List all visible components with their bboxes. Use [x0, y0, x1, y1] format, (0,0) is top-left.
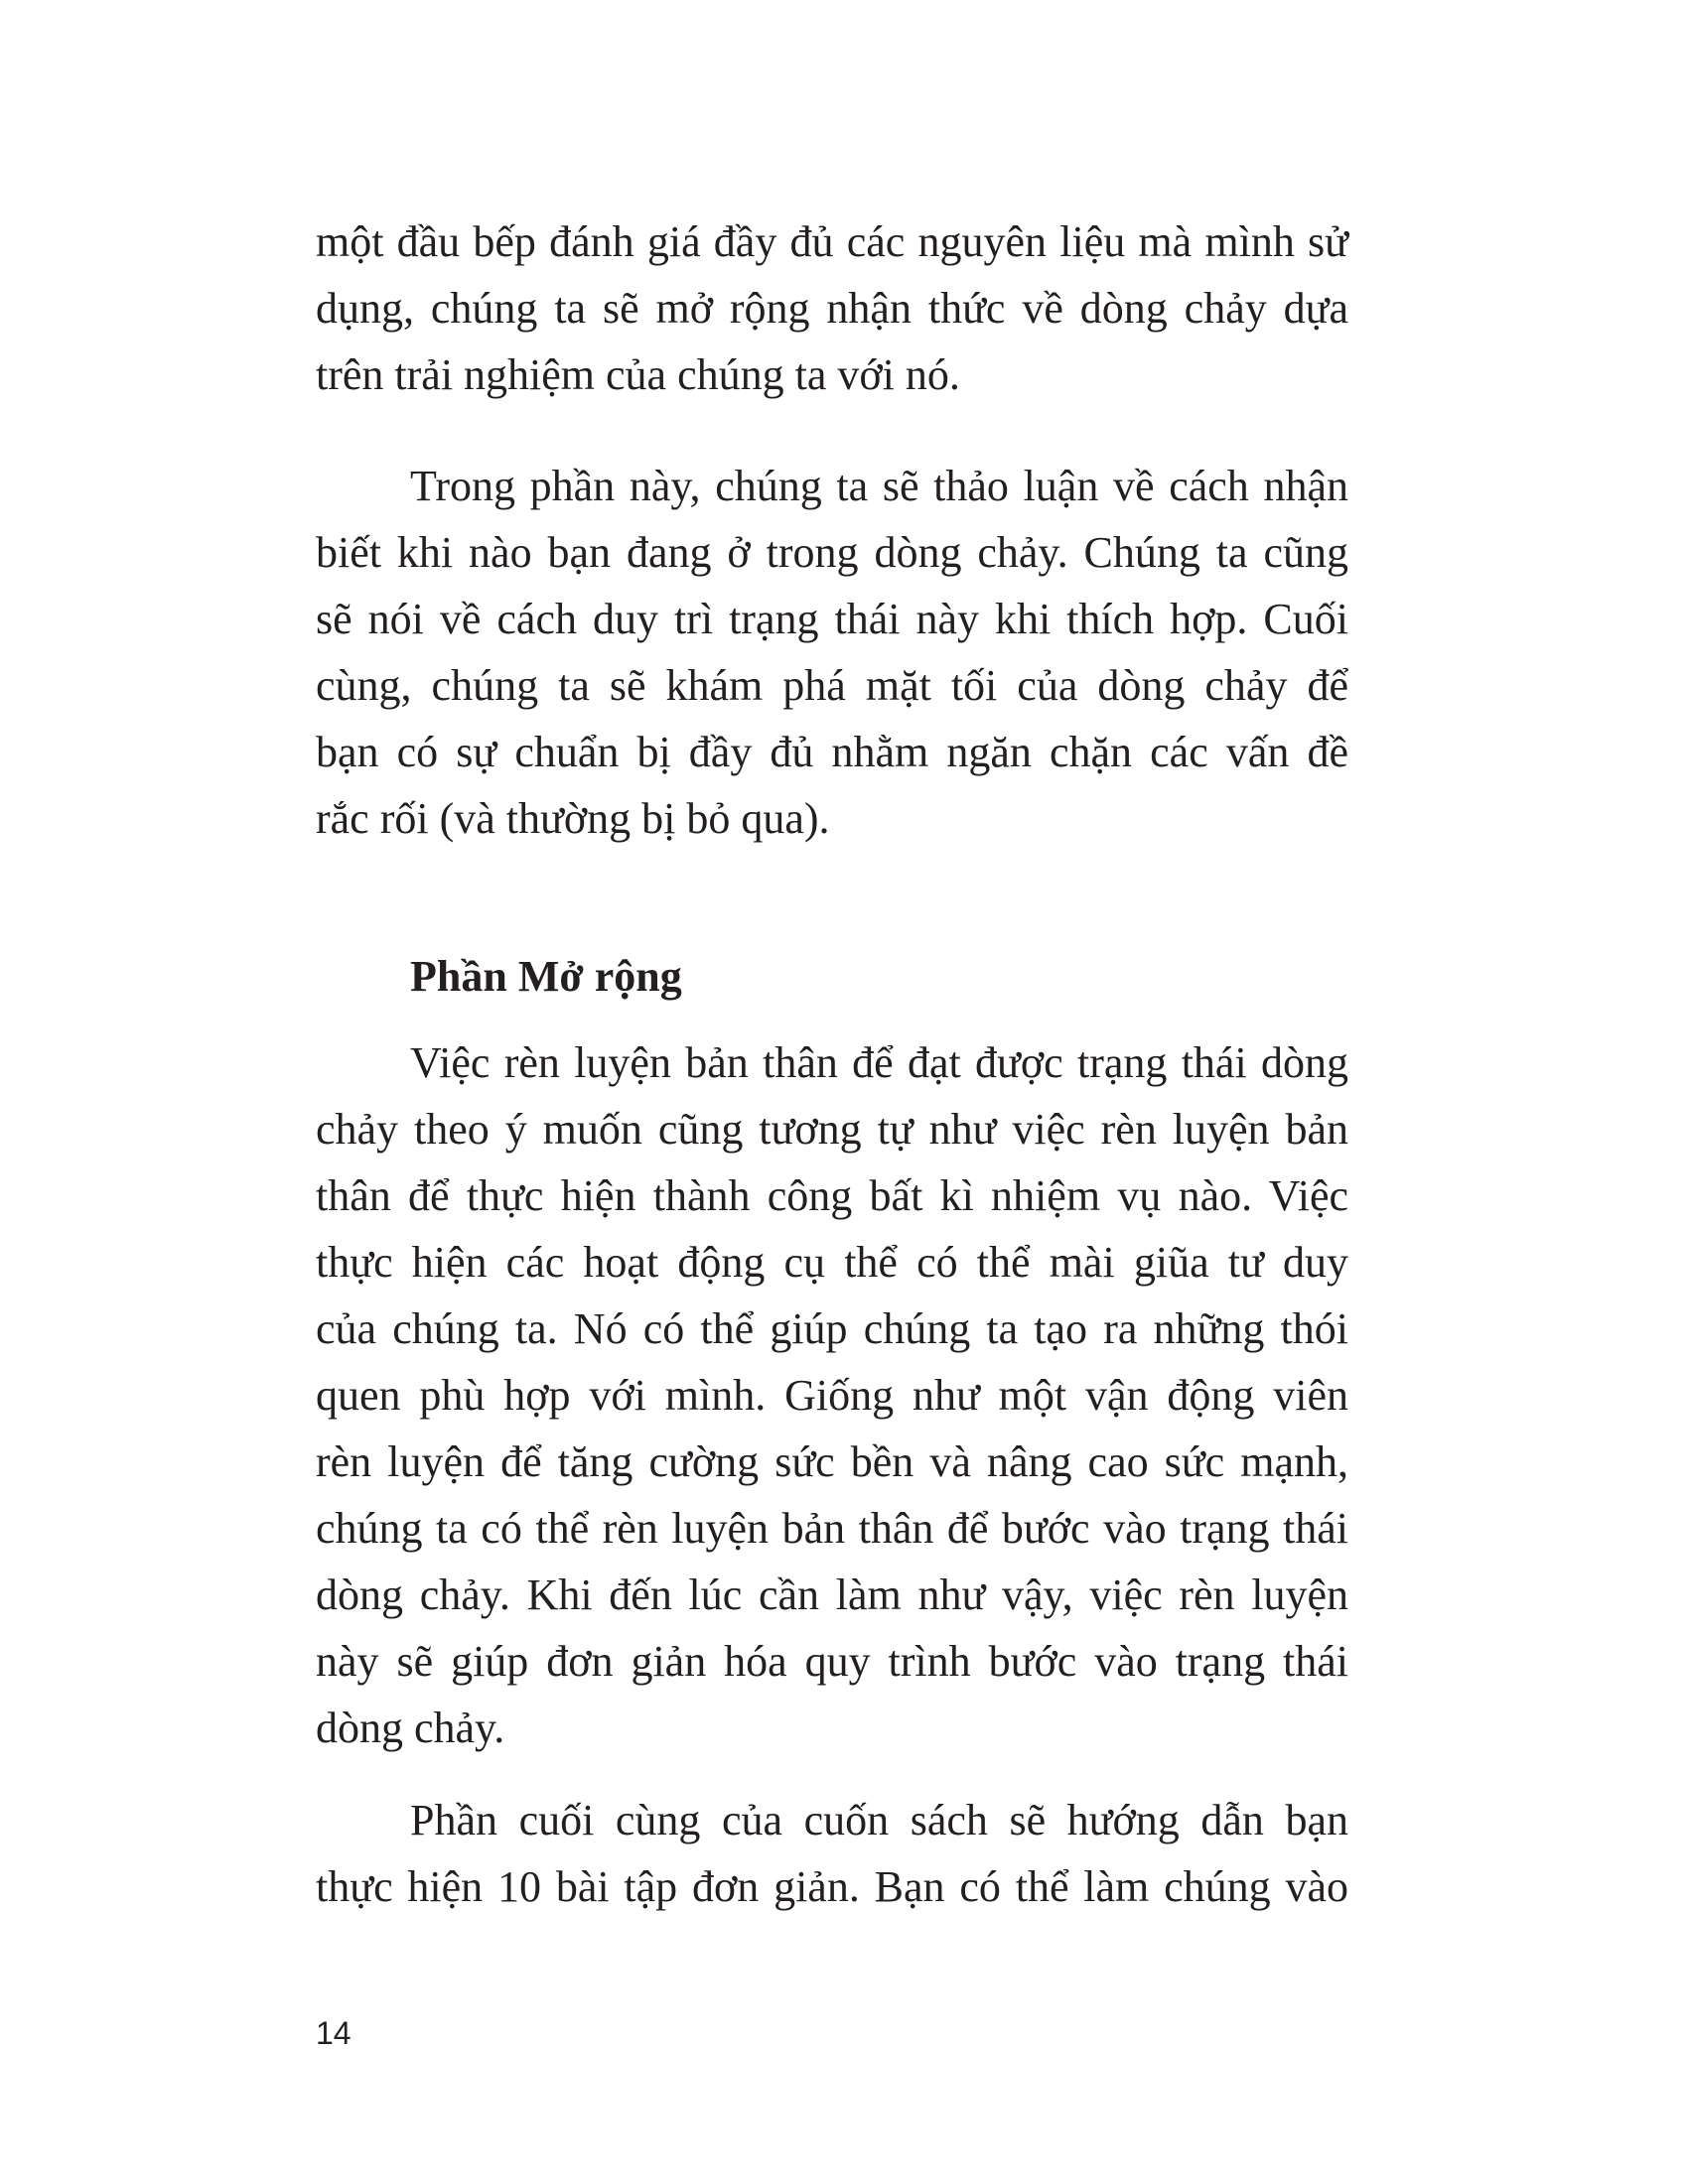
- paragraph-section-overview: [316, 453, 1348, 852]
- paragraph-continuation: [316, 208, 1348, 408]
- text-line: dòng chảy.: [316, 1704, 505, 1752]
- text-line: chúng ta có thể rèn luyện bản thân để bước vào trạng thái: [316, 1504, 1348, 1553]
- text-line: dòng chảy. Khi đến lúc cần làm như vậy, việc rèn luyện: [316, 1570, 1348, 1619]
- page-number: 14: [316, 2015, 352, 2051]
- text-line: thân để thực hiện thành công bất kì nhiệm vụ nào. Việc: [316, 1171, 1348, 1220]
- paragraph-training: [316, 1029, 1348, 1761]
- text-line: Việc rèn luyện bản thân để đạt được trạng thái dòng: [410, 1038, 1348, 1087]
- text-line: một đầu bếp đánh giá đầy đủ các nguyên liệu mà mình sử: [316, 217, 1348, 266]
- paragraph-final-section: [316, 1787, 1348, 1920]
- text-line: rắc rối (và thường bị bỏ qua).: [316, 794, 830, 843]
- text-line: của chúng ta. Nó có thể giúp chúng ta tạo ra những thói: [316, 1304, 1348, 1353]
- text-line: bạn có sự chuẩn bị đầy đủ nhằm ngăn chặn các vấn đề: [316, 728, 1348, 776]
- text-line: chảy theo ý muốn cũng tương tự như việc rèn luyện bản: [316, 1105, 1348, 1154]
- section-heading: Phần Mở rộng: [410, 952, 682, 1001]
- text-line: thực hiện 10 bài tập đơn giản. Bạn có thể làm chúng vào: [316, 1862, 1348, 1911]
- text-line: này sẽ giúp đơn giản hóa quy trình bước vào trạng thái: [316, 1637, 1348, 1686]
- text-line: sẽ nói về cách duy trì trạng thái này khi thích hợp. Cuối: [316, 595, 1348, 643]
- text-line: Trong phần này, chúng ta sẽ thảo luận về cách nhận: [410, 462, 1348, 510]
- text-line: quen phù hợp với mình. Giống như một vận động viên: [316, 1371, 1348, 1420]
- text-line: dụng, chúng ta sẽ mở rộng nhận thức về dòng chảy dựa: [316, 284, 1348, 333]
- text-line: trên trải nghiệm của chúng ta với nó.: [316, 350, 960, 399]
- text-line: cùng, chúng ta sẽ khám phá mặt tối của dòng chảy để: [316, 661, 1348, 710]
- text-line: rèn luyện để tăng cường sức bền và nâng cao sức mạnh,: [316, 1437, 1348, 1486]
- text-line: biết khi nào bạn đang ở trong dòng chảy. Chúng ta cũng: [316, 528, 1348, 577]
- text-line: thực hiện các hoạt động cụ thể có thể mài giũa tư duy: [316, 1238, 1348, 1287]
- text-line: Phần cuối cùng của cuốn sách sẽ hướng dẫn bạn: [410, 1796, 1348, 1844]
